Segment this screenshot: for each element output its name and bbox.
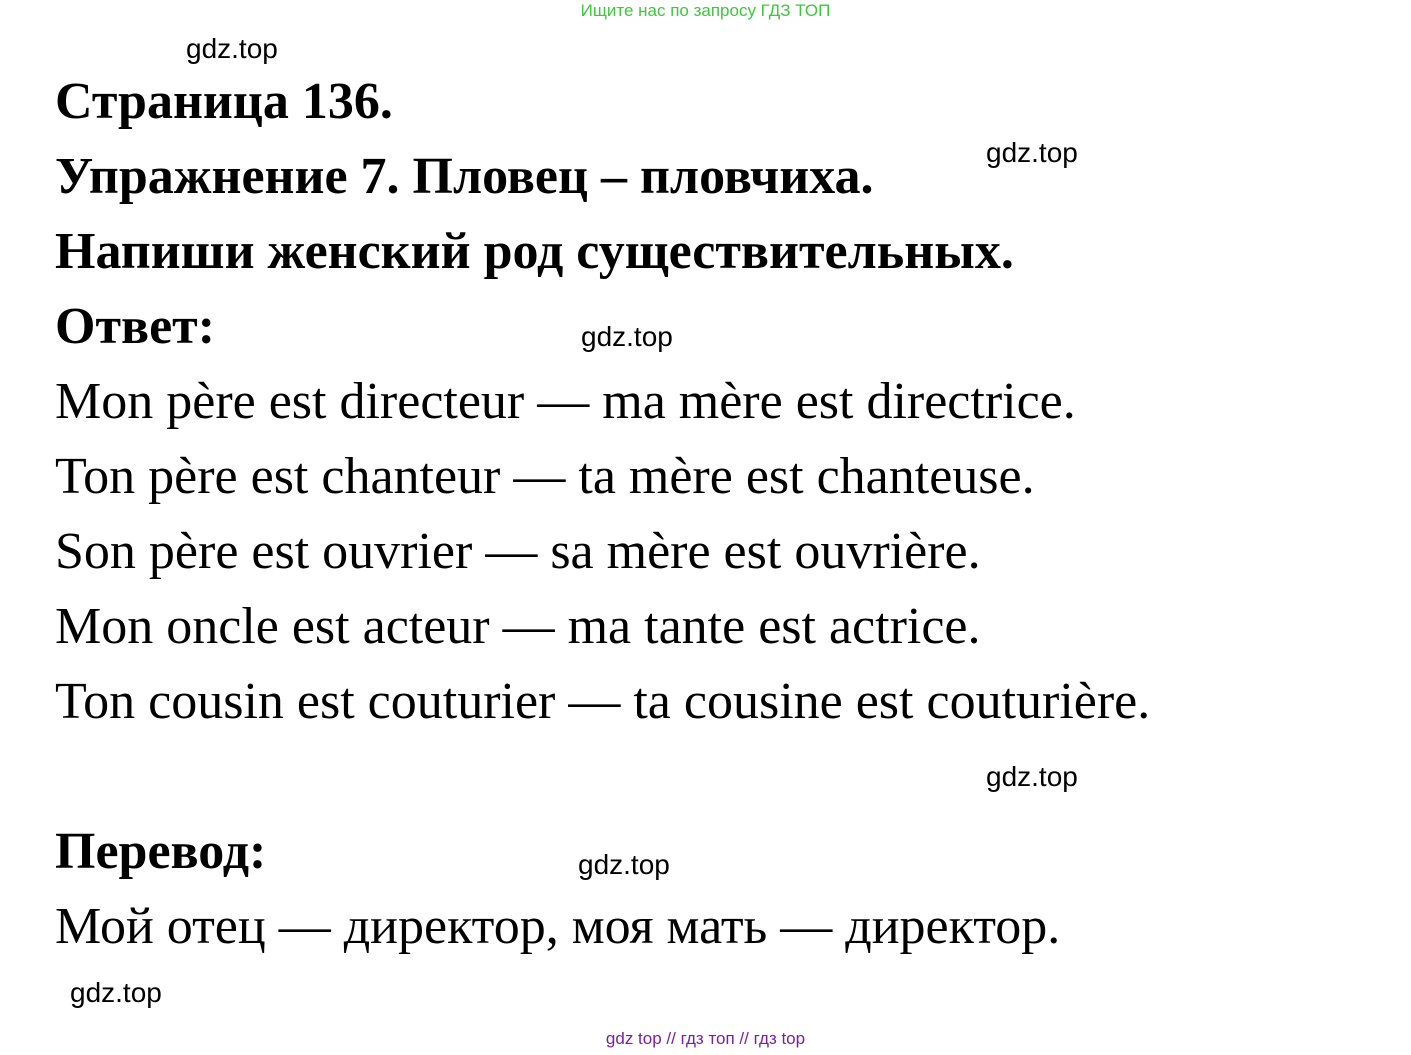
answer-line: Ton cousin est couturier — ta cousine est couturière. [55, 673, 1151, 730]
watermark: gdz.top [578, 849, 670, 880]
answer-line: Mon père est directeur — ma mère est directrice. [55, 373, 1076, 430]
page-title: Страница 136. [55, 73, 393, 130]
answer-line: Ton père est chanteur — ta mère est chanteuse. [55, 448, 1035, 505]
footer-links: gdz top // гдз топ // гдз top [605, 1029, 806, 1048]
translation-line: Мой отец — директор, моя мать — директор. [55, 898, 1061, 955]
watermark: gdz.top [186, 33, 278, 64]
top-banner: Ищите нас по запросу ГДЗ ТОП [580, 1, 831, 20]
exercise-title: Упражнение 7. Пловец – пловчиха. [55, 148, 874, 205]
answer-line: Mon oncle est acteur — ma tante est actrice. [55, 598, 981, 655]
answer-line: Son père est ouvrier — sa mère est ouvrière. [55, 523, 981, 580]
watermark: gdz.top [70, 977, 162, 1008]
watermark: gdz.top [986, 137, 1078, 168]
translation-label: Перевод: [55, 823, 267, 880]
task-text: Напиши женский род существительных. [55, 223, 1014, 280]
watermark: gdz.top [581, 321, 673, 352]
answer-label: Ответ: [55, 298, 216, 355]
watermark: gdz.top [986, 761, 1078, 792]
